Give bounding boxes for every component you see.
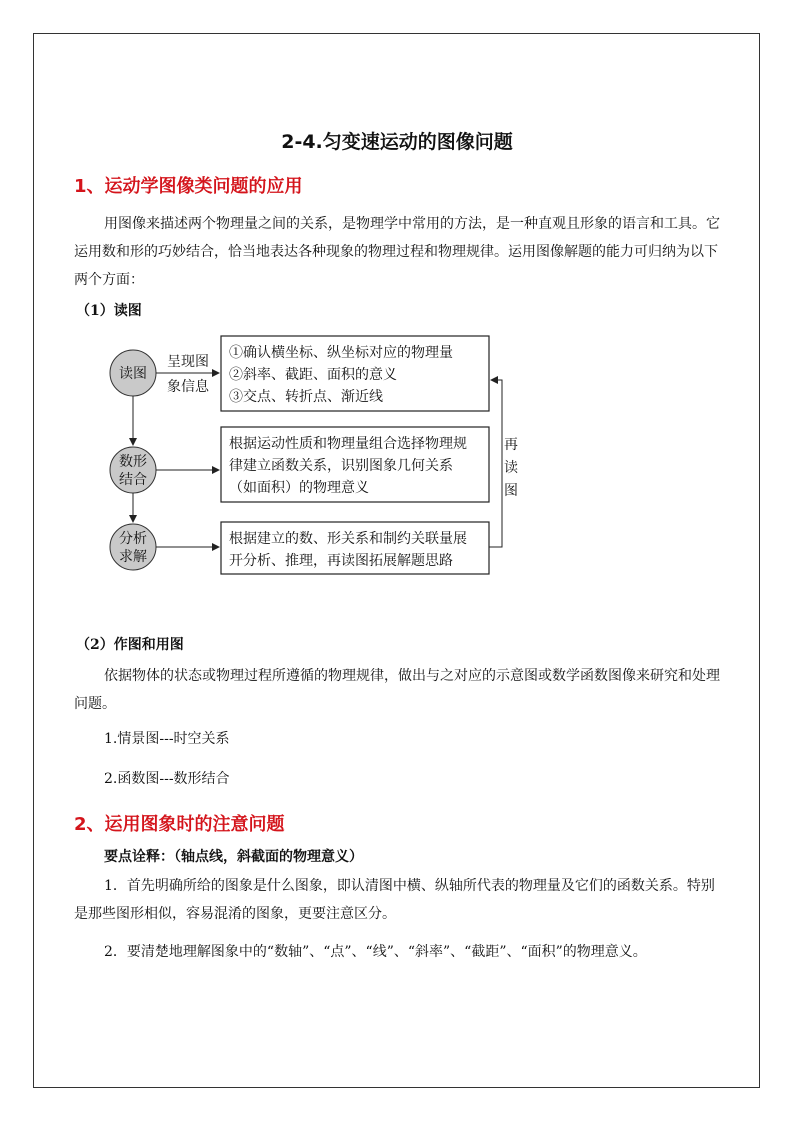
- reread-char-1: 再: [504, 437, 518, 453]
- section1-heading: 1、运动学图像类问题的应用: [74, 176, 303, 197]
- node-analyze-label-1: 分析: [119, 531, 147, 547]
- reread-char-2: 读: [504, 460, 518, 476]
- point-2: 2．要清楚地理解图象中的“数轴”、“点”、“线”、“斜率”、“截距”、“面积”的物理意义。: [104, 944, 647, 960]
- arrow-label-1: 呈现图: [167, 354, 209, 370]
- list-item-1: 1.情景图---时空关系: [104, 731, 230, 747]
- box2-line1: 根据运动性质和物理量组合选择物理规: [229, 436, 467, 452]
- box1-line3: ③交点、转折点、渐近线: [229, 389, 383, 405]
- node-shape-label-2: 结合: [119, 472, 147, 488]
- part2-label: （2）作图和用图: [76, 637, 184, 653]
- key-points-label: 要点诠释：（轴点线，斜截面的物理意义）: [104, 849, 363, 865]
- box1-line1: ①确认横坐标、纵坐标对应的物理量: [229, 345, 453, 361]
- page-title: 2-4.匀变速运动的图像问题: [281, 131, 513, 153]
- node-read-label: 读图: [119, 366, 147, 382]
- node-analyze-label-2: 求解: [119, 549, 147, 565]
- part1-label: （1）读图: [76, 303, 142, 319]
- box1-line2: ②斜率、截距、面积的意义: [229, 367, 397, 383]
- reread-char-3: 图: [504, 483, 518, 499]
- section1-intro: 用图像来描述两个物理量之间的关系，是物理学中常用的方法，是一种直观且形象的语言和工具。它运用数和形的巧妙结合，恰当地表达各种现象的物理过程和物理规律。运用图像解题的能力可归纳为以下两个方面：: [74, 216, 720, 288]
- feedback-arrow: [489, 380, 502, 547]
- list-item-2: 2.函数图---数形结合: [104, 771, 230, 787]
- box3-line2: 开分析、推理，再读图拓展解题思路: [229, 553, 453, 569]
- arrow-label-2: 象信息: [167, 379, 209, 395]
- point-1: 1．首先明确所给的图象是什么图象，即认清图中横、纵轴所代表的物理量及它们的函数关系。特别是那些图形相似，容易混淆的图象，更要注意区分。: [74, 878, 715, 922]
- part2-text: 依据物体的状态或物理过程所遵循的物理规律，做出与之对应的示意图或数学函数图像来研究和处理问题。: [74, 668, 720, 712]
- box3-line1: 根据建立的数、形关系和制约关联量展: [229, 531, 467, 547]
- box2-line2: 律建立函数关系，识别图象几何关系: [229, 458, 453, 474]
- box2-line3: （如面积）的物理意义: [229, 480, 369, 496]
- node-shape-label-1: 数形: [119, 454, 147, 470]
- section2-heading: 2、运用图象时的注意问题: [74, 814, 285, 835]
